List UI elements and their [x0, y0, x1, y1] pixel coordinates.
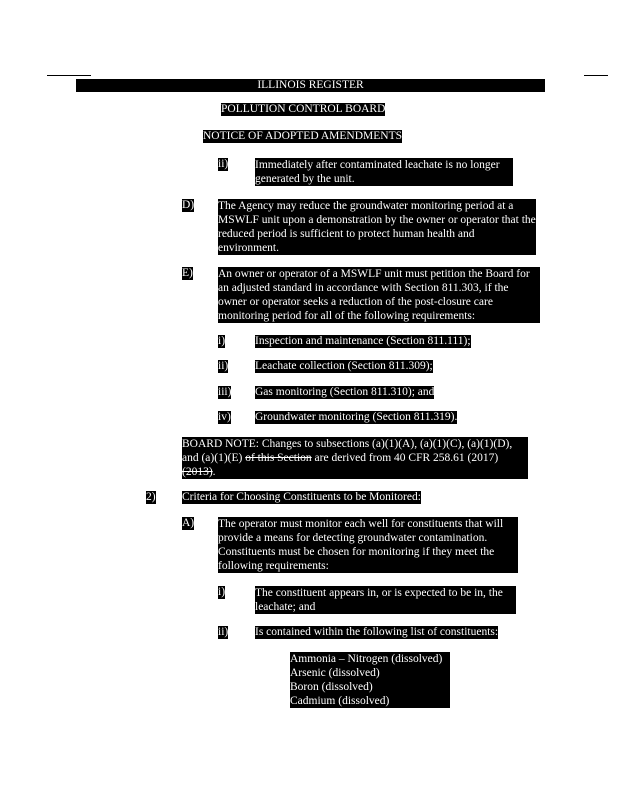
- item-A-text: The operator must monitor each well for constituents that will provide a means for detecting groundwater contamination. Constituents must be chosen for monitoring if they meet the following requirements:: [218, 517, 518, 573]
- board-note-text-b: are derived from 40 CFR 258.61 (2017): [314, 452, 499, 464]
- board-note-strike-2: (2013): [182, 466, 213, 478]
- item-D-text: The Agency may reduce the groundwater monitoring period at a MSWLF unit upon a demonstration by the owner or operator that the reduced period is sufficient to protect human health and environment.: [218, 200, 536, 254]
- item-D-marker: D): [182, 199, 195, 211]
- board-note: [182, 437, 528, 479]
- item-E-iii-text: Gas monitoring (Section 811.310); and: [255, 386, 435, 398]
- item-E-marker: E): [182, 267, 193, 279]
- section-2-text: Criteria for Choosing Constituents to be Monitored:: [182, 491, 421, 503]
- item-E-text: An owner or operator of a MSWLF unit must petition the Board for an adjusted standard in accordance with Section 811.303, if the owner or operator seeks a reduction of the post-closure care monitoring period for all of the following requirements:: [218, 267, 540, 323]
- notice-title: NOTICE OF ADOPTED AMENDMENTS: [203, 130, 403, 142]
- header-rule-left: [47, 75, 91, 76]
- item-A-ii-marker: ii): [218, 626, 229, 638]
- item-E-ii-marker: ii): [218, 360, 229, 372]
- item-A-ii-text: Is contained within the following list of constituents:: [255, 626, 499, 638]
- board-note-text-a: BOARD NOTE: Changes to subsections (a)(1)(A), (a)(1)(C), (a)(1)(D), and (a)(1)(E): [182, 438, 513, 464]
- board-note-strike: of this Section: [245, 452, 312, 464]
- board-note-end: .: [212, 466, 216, 478]
- register-title: ILLINOIS REGISTER: [76, 79, 545, 92]
- item-E-iv-text: Groundwater monitoring (Section 811.319).: [255, 411, 458, 423]
- item-A-i-marker: i): [218, 586, 226, 598]
- item-A-i-text: The constituent appears in, or is expected to be in, the leachate; and: [255, 586, 516, 614]
- item-A-marker: A): [182, 517, 195, 529]
- header-rule-right: [584, 75, 608, 76]
- item-ii-top-marker: ii): [218, 158, 229, 170]
- board-title: POLLUTION CONTROL BOARD: [221, 103, 386, 115]
- item-ii-top-text: Immediately after contaminated leachate is no longer generated by the unit.: [255, 158, 513, 186]
- item-E-i-text: Inspection and maintenance (Section 811.111);: [255, 335, 471, 347]
- item-E-iv-marker: iv): [218, 411, 231, 423]
- item-E-i-marker: i): [218, 335, 226, 347]
- item-E-iii-marker: iii): [218, 386, 232, 398]
- constituent-item: Arsenic (dissolved): [290, 666, 450, 680]
- constituent-item: Ammonia – Nitrogen (dissolved): [290, 652, 450, 666]
- section-2-marker: 2): [146, 491, 156, 503]
- item-E-ii-text: Leachate collection (Section 811.309);: [255, 360, 433, 372]
- constituent-item: Cadmium (dissolved): [290, 694, 450, 708]
- constituent-list: [290, 652, 450, 708]
- constituent-item: Boron (dissolved): [290, 680, 450, 694]
